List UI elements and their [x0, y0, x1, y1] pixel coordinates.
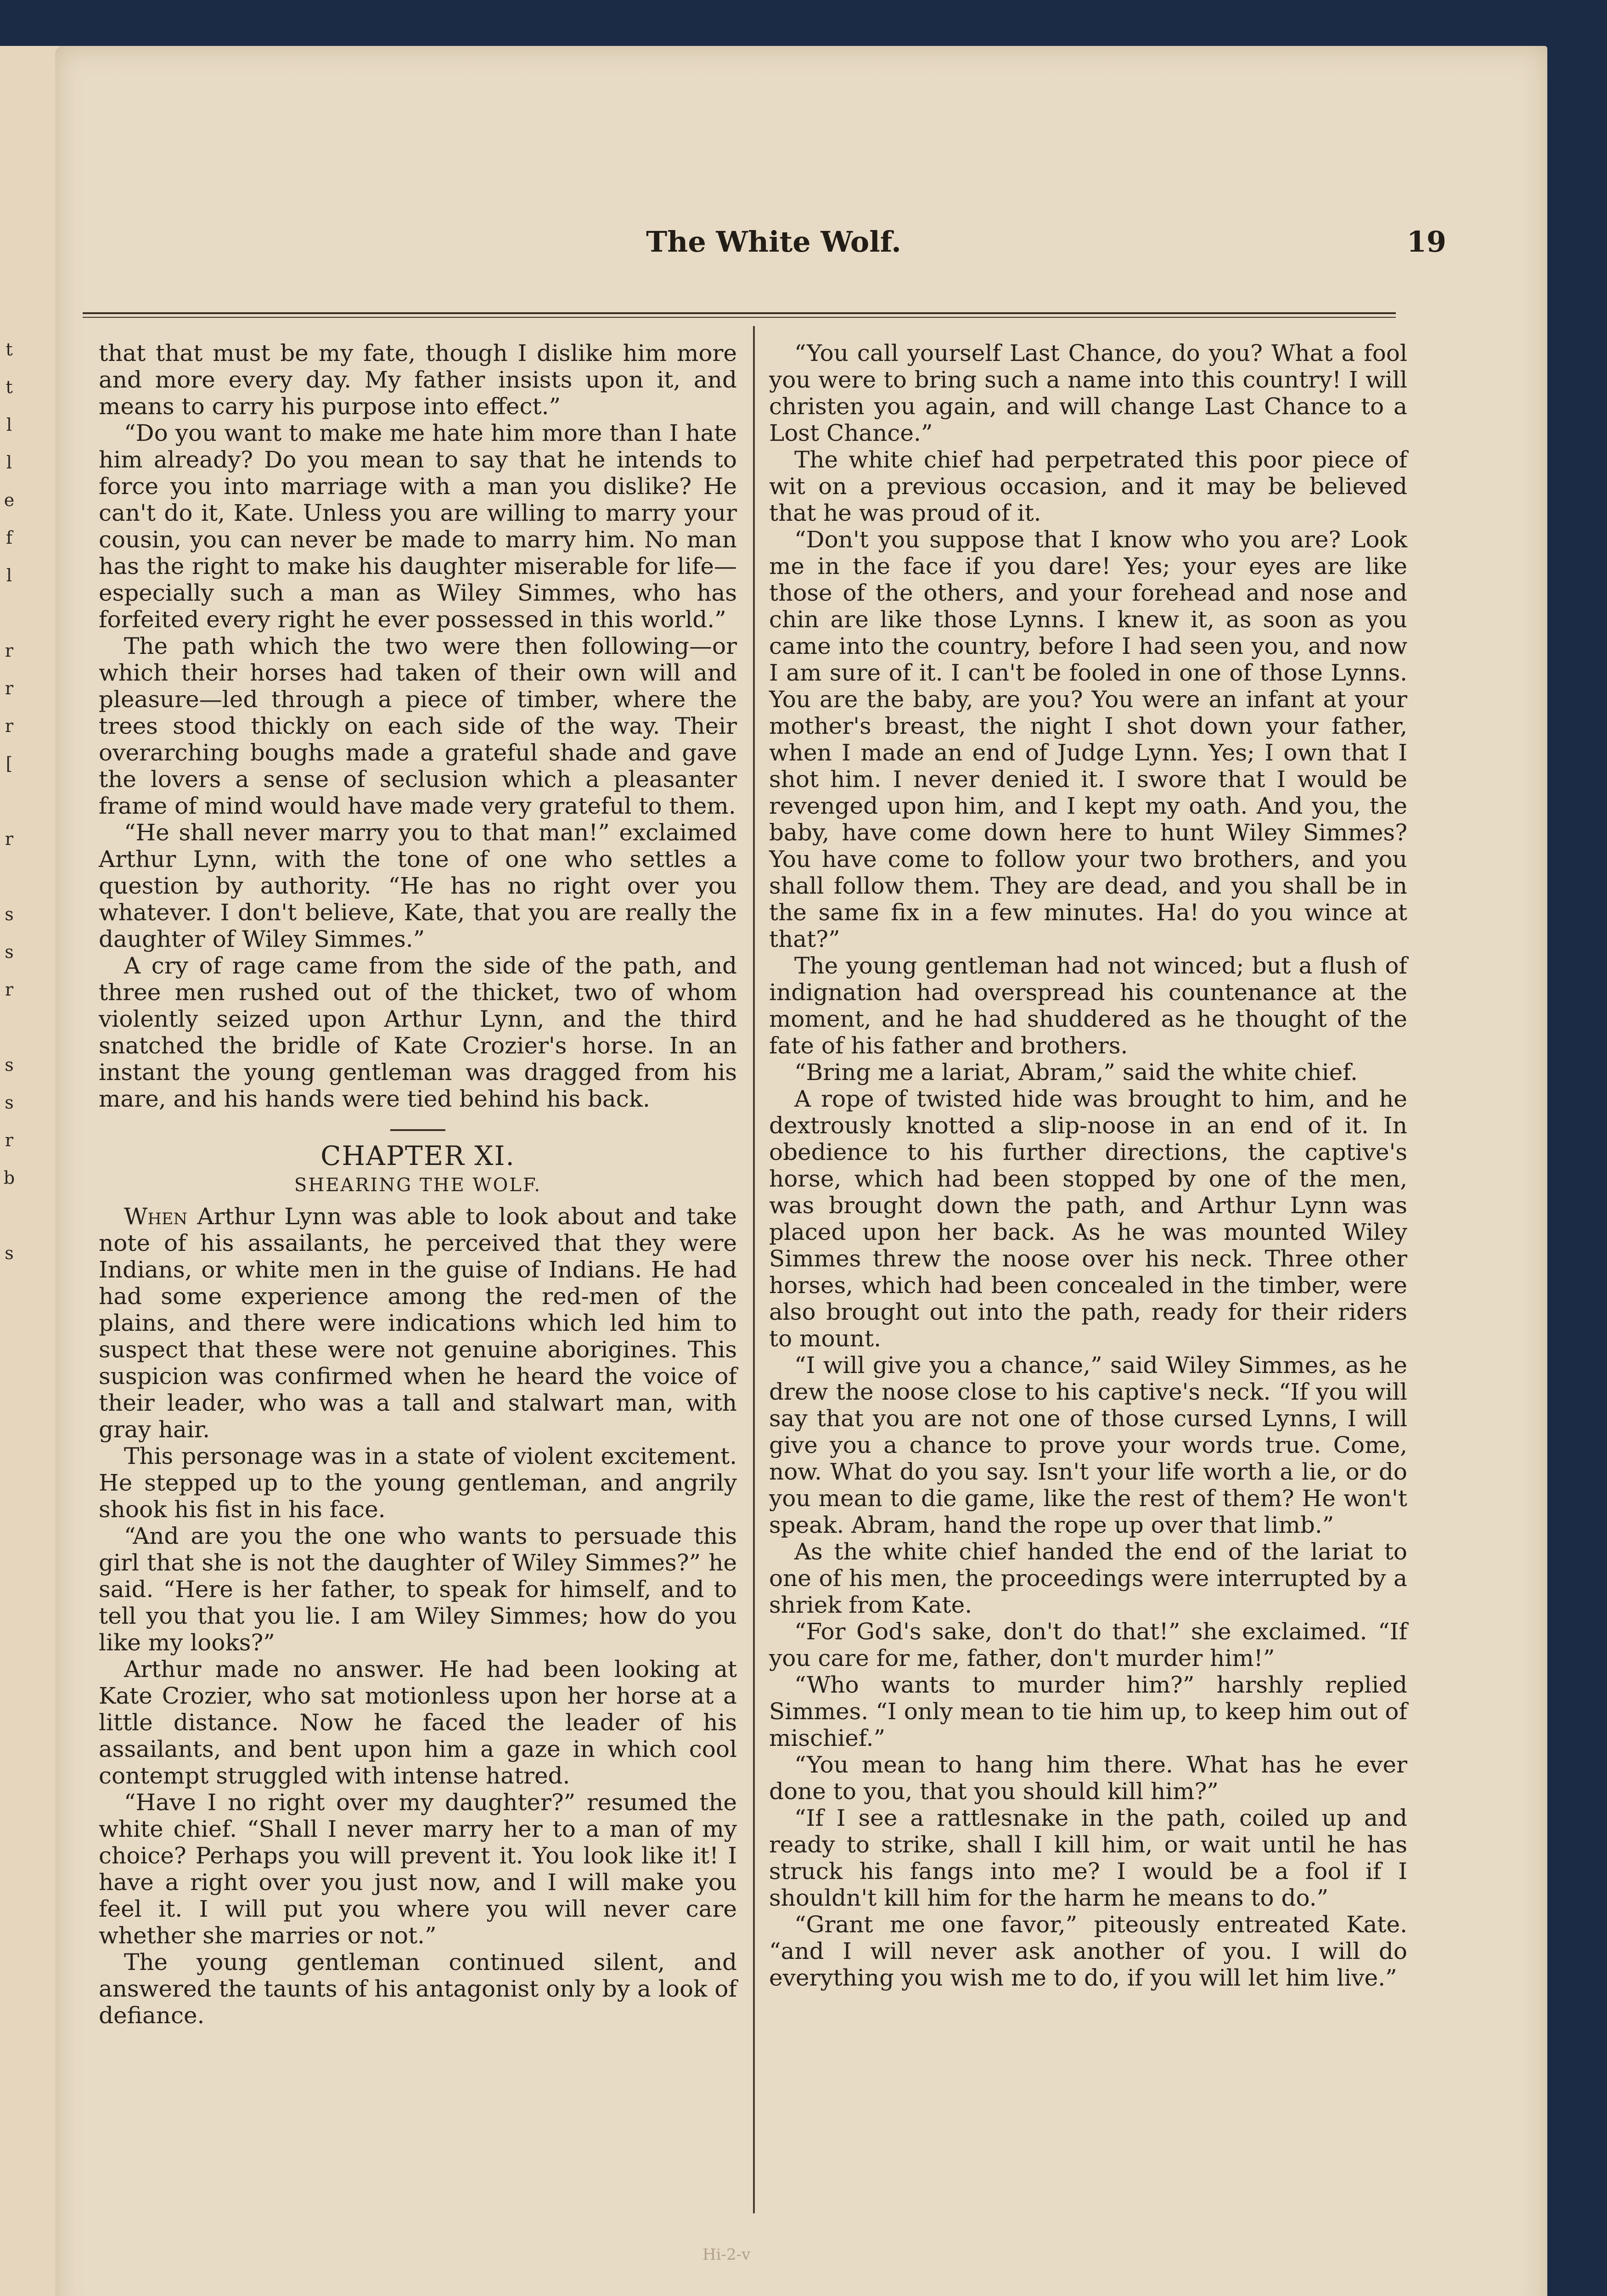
paragraph: “Don't you suppose that I know who you are? Look me in the face if you dare! Yes; your eyes are like those of the others, and your forehead and nose and chin are like those Lynns. I knew it, as soon as you came into the country, before I had seen you, and now I am sure of it. I can't be fooled in one of those Lynns. You are the baby, are you? You were an infant at your mother's breast, the night I shot down your father, when I made an end of Judge Lynn. Yes; I own that I shot him. I never denied it. I swore that I would be revenged upon him, and I kept my oath. And you, the baby, have come down here to hunt Wiley Simmes? You have come to follow your two brothers, and you shall follow them. They are dead, and you shall be in the same fix in a few minutes. Ha! do you wince at that?”	[769, 526, 1407, 952]
paragraph: As the white chief handed the end of the lariat to one of his men, the proceedings were interrupted by a shriek from Kate.	[769, 1538, 1407, 1618]
paragraph: “Who wants to murder him?” harshly replied Simmes. “I only mean to tie him up, to keep him out of mischief.”	[769, 1671, 1407, 1751]
paragraph: “If I see a rattlesnake in the path, coiled up and ready to strike, shall I kill him, or wait until he has struck his fangs into me? I would be a fool if I shouldn't kill him for the harm he means to do.”	[769, 1805, 1407, 1911]
page-number: 19	[1406, 225, 1446, 259]
paragraph: The white chief had perpetrated this poor piece of wit on a previous occasion, and it may be believed that he was proud of it.	[769, 446, 1407, 526]
facing-page-edge	[0, 46, 62, 2296]
paragraph: “Have I no right over my daughter?” resumed the white chief. “Shall I never marry her to a man of my choice? Perhaps you will prevent it. You look like it! I have a right over you just now, and I will make you feel it. I will put you where you will never care whether she marries or not.”	[99, 1789, 737, 1949]
facing-page-letter: s	[5, 942, 14, 962]
facing-page-letter: f	[6, 528, 13, 548]
paragraph: “Do you want to make me hate him more than I hate him already? Do you mean to say that he intends to force you into marriage with a man you dislike? He can't do it, Kate. Unless you are willing to marry your cousin, you can never be made to marry him. No man has the right to make his daughter miserable for life—especially such a man as Wiley Simmes, who has forfeited every right he ever possessed in this world.”	[99, 420, 737, 633]
facing-page-letter: r	[5, 678, 14, 698]
chapter-first-paragraph-text: Arthur Lynn was able to look about and take note of his assailants, he perceived that they were Indians, or white men in the guise of Indians. He had had some experience among the red-men of the plains, and there were indications which led him to suspect that these were not genuine aborigines. This suspicion was confirmed when he heard the voice of their leader, who was a tall and stalwart man, with gray hair.	[99, 1203, 737, 1443]
left-column	[99, 340, 737, 2029]
facing-page-letter: l	[6, 452, 12, 473]
facing-page-letter	[0, 782, 18, 820]
facing-page-letter: r	[5, 979, 14, 1000]
chapter-separator	[99, 1115, 737, 1133]
paragraph: The young gentleman had not winced; but a flush of indignation had overspread his countenance at the moment, and he had shuddered as he thought of the fate of his father and brothers.	[769, 952, 1407, 1059]
paragraph: “I will give you a chance,” said Wiley Simmes, as he drew the noose close to his captive's neck. “If you will say that you are not one of those cursed Lynns, I will give you a chance to prove your words true. Come, now. What do you say. Isn't your life worth a lie, or do you mean to die game, like the rest of them? He won't speak. Abram, hand the rope up over that limb.”	[769, 1352, 1407, 1538]
footer-smudge: Hi-2-v	[702, 2245, 751, 2264]
facing-page-letter: r	[5, 829, 14, 849]
paragraph: The path which the two were then following—or which their horses had taken of their own will and pleasure—led through a piece of timber, where the trees stood thickly on each side of the way. Their overarching boughs made a grateful shade and gave the lovers a sense of seclusion which a pleasanter frame of mind would have made very grateful to them.	[99, 633, 737, 819]
paragraph: “For God's sake, don't do that!” she exclaimed. “If you care for me, father, don't murder him!”	[769, 1618, 1407, 1671]
facing-page-letter: e	[4, 490, 15, 510]
book-page	[55, 46, 1547, 2296]
facing-page-letter: r	[5, 716, 14, 736]
paragraph: Arthur made no answer. He had been looking at Kate Crozier, who sat motionless upon her horse at a little distance. Now he faced the leader of his assailants, and bent upon him a gaze in which cool contempt struggled with intense hatred.	[99, 1656, 737, 1789]
facing-page-letter: b	[3, 1168, 15, 1188]
paragraph: “Grant me one favor,” piteously entreated Kate. “and I will never ask another of you. I will do everything you wish me to do, if you will let him live.”	[769, 1911, 1407, 1991]
column-rule	[753, 326, 755, 2213]
facing-page-letter	[0, 858, 18, 895]
facing-page-letter: l	[6, 415, 12, 435]
facing-page-letter	[0, 1008, 18, 1046]
paragraph: A rope of twisted hide was brought to him, and he dextrously knotted a slip-noose in an end of it. In obedience to his further directions, the captive's horse, which had been stopped by one of the men, was brought down the path, and Arthur Lynn was placed upon her back. As he was mounted Wiley Simmes threw the noose over his neck. Three other horses, which had been concealed in the timber, were also brought out into the path, ready for their riders to mount.	[769, 1086, 1407, 1352]
facing-page-letter: [	[6, 754, 13, 774]
paragraph: that that must be my fate, though I dislike him more and more every day. My father insists upon it, and means to carry his purpose into effect.”	[99, 340, 737, 420]
facing-page-letter: l	[6, 565, 12, 585]
facing-page-letters	[0, 331, 18, 1272]
right-column	[769, 340, 1407, 1991]
paragraph: “Bring me a lariat, Abram,” said the white chief.	[794, 1059, 1358, 1086]
facing-page-letter	[0, 594, 18, 632]
page-header	[96, 220, 1451, 266]
facing-page-letter	[0, 1197, 18, 1234]
facing-page-letter: s	[5, 1092, 14, 1113]
facing-page-letter: r	[5, 641, 14, 661]
paragraph: “He shall never marry you to that man!” exclaimed Arthur Lynn, with the tone of one who settles a question by authority. “He has no right over you whatever. I don't believe, Kate, that you are really the daughter of Wiley Simmes.”	[99, 819, 737, 952]
paragraph: “And are you the one who wants to persuade this girl that she is not the daughter of Wiley Simmes?” he said. “Here is her father, to speak for himself, and to tell you that you lie. I am Wiley Simmes; how do you like my looks?”	[99, 1523, 737, 1656]
paragraph: “You mean to hang him there. What has he ever done to you, that you should kill him?”	[769, 1751, 1407, 1805]
facing-page-letter: r	[5, 1130, 14, 1150]
running-title: The White Wolf.	[646, 225, 901, 259]
paragraph: This personage was in a state of violent excitement. He stepped up to the young gentleman, and angrily shook his fist in his face.	[99, 1443, 737, 1523]
chapter-first-word: When	[124, 1203, 188, 1230]
paragraph: A cry of rage came from the side of the path, and three men rushed out of the thicket, two of whom violently seized upon Arthur Lynn, and the third snatched the bridle of Kate Crozier's horse. In an instant the young gentleman was dragged from his mare, and his hands were tied behind his back.	[99, 952, 737, 1112]
header-rule	[83, 312, 1396, 318]
chapter-heading: CHAPTER XI.	[320, 1140, 515, 1171]
facing-page-letter: t	[6, 339, 13, 360]
paragraph: The young gentleman continued silent, and answered the taunts of his antagonist only by a look of defiance.	[99, 1949, 737, 2029]
chapter-subheading: SHEARING THE WOLF.	[294, 1175, 542, 1196]
facing-page-letter: s	[5, 1055, 14, 1075]
facing-page-letter: s	[5, 1243, 14, 1263]
paragraph: “You call yourself Last Chance, do you? What a fool you were to bring such a name into this country! I will christen you again, and will change Last Chance to a Lost Chance.”	[769, 340, 1407, 446]
facing-page-letter: s	[5, 904, 14, 924]
chapter-first-paragraph	[99, 1203, 737, 1443]
facing-page-letter: t	[6, 377, 13, 397]
